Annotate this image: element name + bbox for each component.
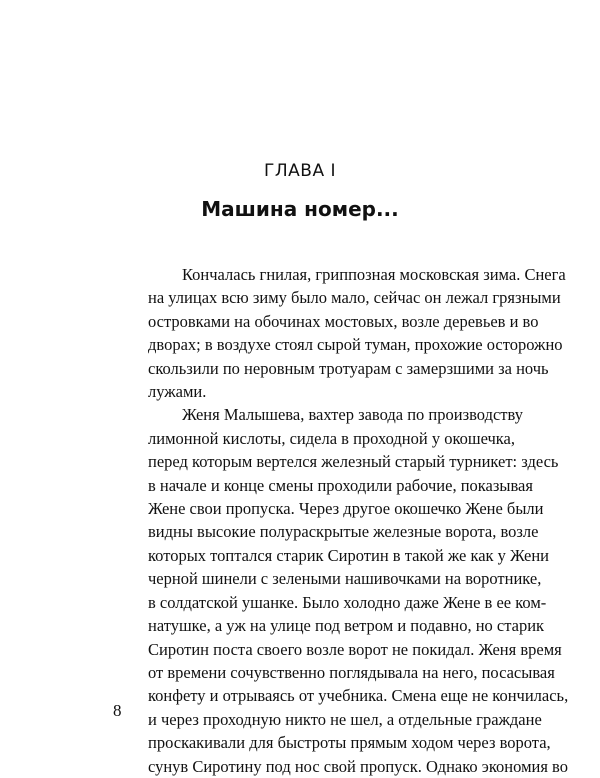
text-line: и через проходную никто не шел, а отдельные граждане (148, 709, 542, 729)
text-line: Кончалась гнилая, гриппозная московская зима. Снега (182, 265, 566, 284)
text-line: которых топтался старик Сиротин в такой же как у Жени (148, 545, 549, 565)
text-line: в начале и конце смены проходили рабочие, показывая (148, 475, 533, 495)
body-text (114, 263, 569, 778)
text-line: лужами. (148, 382, 207, 402)
text-line: в солдатской ушанке. Было холодно даже Жене в ее ком- (148, 592, 547, 612)
text-line: Сиротин поста своего возле ворот не покидал. Женя время (148, 639, 562, 659)
text-line: проскакивали для быстроты прямым ходом через ворота, (148, 733, 551, 753)
text-line: дворах; в воздухе стоял сырой туман, прохожие осторожно (148, 335, 563, 355)
chapter-title: Машина номер... (201, 197, 399, 221)
text-line: лимонной кислоты, сидела в проходной у окошечка, (148, 428, 516, 448)
text-line: сунув Сиротину под нос свой пропуск. Однако экономия во (148, 756, 568, 776)
text-line: Жене свои пропуска. Через другое окошечко Жене были (148, 499, 544, 519)
text-line: перед которым вертелся железный старый турникет: здесь (148, 452, 559, 472)
text-line: натушке, а уж на улице под ветром и подавно, но старик (148, 616, 545, 636)
text-line: видны высокие полураскрытые железные ворота, возле (148, 522, 539, 542)
text-line: от времени сочувственно поглядывала на него, посасывая (148, 662, 555, 682)
paragraph-1 (114, 263, 566, 403)
page-number: 8 (113, 701, 122, 720)
chapter-label: ГЛАВА I (264, 161, 336, 181)
text-line: скользили по неровным тротуарам с замерзшими за ночь (148, 358, 549, 378)
text-line: конфету и отрываясь от учебника. Смена еще не кончилась, (148, 686, 569, 706)
paragraph-2 (114, 403, 569, 778)
text-line: островками на обочинах мостовых, возле деревьев и во (148, 311, 539, 331)
text-line: черной шинели с зелеными нашивочками на воротнике, (148, 569, 542, 589)
text-line: Женя Малышева, вахтер завода по производству (182, 405, 523, 425)
text-line: на улицах всю зиму было мало, сейчас он лежал грязными (148, 288, 561, 308)
